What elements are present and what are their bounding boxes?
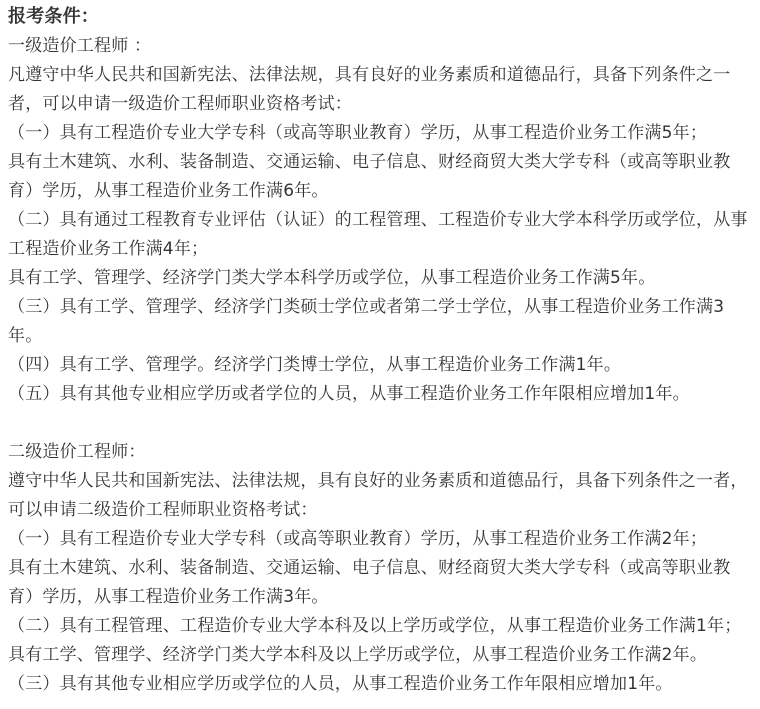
level2-item: （二）具有工程管理、工程造价专业大学本科及以上学历或学位，从事工程造价业务工作满1年； [8,616,742,636]
section-spacer [8,409,752,438]
level2-section [8,438,752,699]
level2-item: （一）具有工程造价专业大学专科（或高等职业教育）学历，从事工程造价业务工作满2年； [8,529,708,549]
level1-intro: 凡遵守中华人民共和国新宪法、法律法规，具有良好的业务素质和道德品行，具备下列条件之一者，可以申请一级造价工程师职业资格考试： [8,65,731,114]
level2-item: 具有土木建筑、水利、装备制造、交通运输、电子信息、财经商贸大类大学专科（或高等职业教育）学历，从事工程造价业务工作满3年。 [8,558,731,607]
level1-item: 具有工学、管理学、经济学门类大学本科学历或学位，从事工程造价业务工作满5年。 [8,268,656,288]
level1-heading: 一级造价工程师 ： [8,36,152,56]
level1-item: （一）具有工程造价专业大学专科（或高等职业教育）学历，从事工程造价业务工作满5年； [8,123,708,143]
level1-item: （五）具有其他专业相应学历或者学位的人员，从事工程造价业务工作年限相应增加1年。 [8,384,690,404]
level1-item: （四）具有工学、管理学。经济学门类博士学位，从事工程造价业务工作满1年。 [8,355,622,375]
level2-item: （三）具有其他专业相应学历或学位的人员，从事工程造价业务工作年限相应增加1年。 [8,674,673,694]
level2-intro: 遵守中华人民共和国新宪法、法律法规，具有良好的业务素质和道德品行，具备下列条件之一者，可以申请二级造价工程师职业资格考试： [8,471,748,520]
level1-item: （三）具有工学、管理学、经济学门类硕士学位或者第二学士学位，从事工程造价业务工作满3年。 [8,297,725,346]
level2-item: 具有工学、管理学、经济学门类大学本科及以上学历或学位，从事工程造价业务工作满2年。 [8,645,708,665]
level1-section [8,32,752,409]
page-title: 报考条件： [8,6,99,27]
level1-item: 具有土木建筑、水利、装备制造、交通运输、电子信息、财经商贸大类大学专科（或高等职业教育）学历，从事工程造价业务工作满6年。 [8,152,731,201]
level1-item: （二）具有通过工程教育专业评估（认证）的工程管理、工程造价专业大学本科学历或学位，从事工程造价业务工作满4年； [8,210,748,259]
level2-heading: 二级造价工程师： [8,442,146,462]
